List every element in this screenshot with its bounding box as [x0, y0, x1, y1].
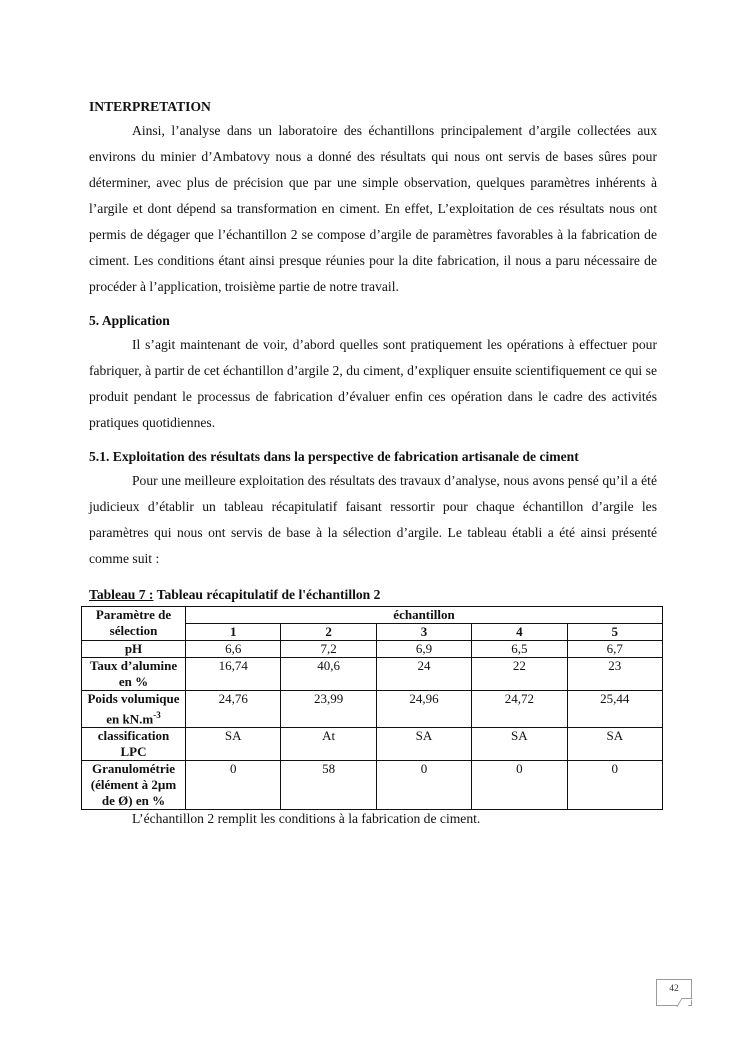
table-cell: 24,72 [472, 691, 567, 728]
table-cell: 24,76 [186, 691, 281, 728]
table-cell: 24,96 [376, 691, 471, 728]
page-number: 42 [656, 979, 692, 1006]
application-heading: 5. Application [89, 313, 170, 328]
table-cell: At [281, 728, 376, 761]
page-content [89, 98, 657, 828]
table-cell: 7,2 [281, 641, 376, 658]
table-row [82, 761, 663, 810]
row-label [82, 691, 186, 728]
table-row [82, 641, 663, 658]
table-caption-label: Tableau 7 : [89, 587, 154, 602]
row-label: pH [82, 641, 186, 658]
interpretation-paragraph: Ainsi, l’analyse dans un laboratoire des échantillons principalement d’argile collectées aux environs du minier d’Ambatovy nous a donné des résultats qui nous ont servis de bases sûres pour déterminer, avec plus de précision que par une simple observation, quelques paramètres inhérents à l’argile et dont dépend sa transformation en ciment. En effet, L’exploitation de ces résultats nous ont permis de dégager que l’échantillon 2 se compose d’argile de paramètres favorables à la fabrication de ciment. Les conditions étant ainsi presque réunies pour la dite fabrication, il nous a paru nécessaire de procéder à l’application, troisième partie de notre travail. [89, 123, 657, 294]
table-caption-text: Tableau récapitulatif de l'échantillon 2 [153, 587, 381, 602]
table-cell: 16,74 [186, 658, 281, 691]
interpretation-heading: INTERPRETATION [89, 99, 211, 114]
sample-header: 4 [472, 624, 567, 641]
sample-header: 2 [281, 624, 376, 641]
table-cell: 0 [376, 761, 471, 810]
table-cell: 58 [281, 761, 376, 810]
exploitation-heading: 5.1. Exploitation des résultats dans la perspective de fabrication artisanale de ciment [89, 449, 579, 464]
param-header-cell: Paramètre de sélection [82, 607, 186, 641]
application-paragraph: Il s’agit maintenant de voir, d’abord quelles sont pratiquement les opérations à effectuer pour fabriquer, à partir de cet échantillon d’argile 2, du ciment, d’expliquer ensuite scientifiquement ce qui se produit pendant le processus de fabrication d’évaluer enfin ces opération dans le cadre des activités pratiques quotidiennes. [89, 337, 657, 430]
table-cell: 6,9 [376, 641, 471, 658]
table-cell: 22 [472, 658, 567, 691]
table-cell: 6,7 [567, 641, 662, 658]
row-label: Taux d’alumine en % [82, 658, 186, 691]
row-label-superscript: -3 [153, 710, 161, 720]
table-cell: 0 [186, 761, 281, 810]
table-row [82, 728, 663, 761]
row-label: Granulométrie (élément à 2µm de Ø) en % [82, 761, 186, 810]
table-cell: SA [472, 728, 567, 761]
table-cell: 0 [567, 761, 662, 810]
group-header-cell: échantillon [186, 607, 663, 624]
table-caption [89, 586, 657, 603]
table-cell: SA [567, 728, 662, 761]
table-cell: 40,6 [281, 658, 376, 691]
conclusion-text: L’échantillon 2 remplit les conditions à la fabrication de ciment. [132, 811, 481, 827]
table-cell: SA [376, 728, 471, 761]
table-cell: 0 [472, 761, 567, 810]
table-cell: 24 [376, 658, 471, 691]
table-cell: 6,6 [186, 641, 281, 658]
exploitation-paragraph: Pour une meilleure exploitation des résultats des travaux d’analyse, nous avons pensé qu’il a été judicieux d’établir un tableau récapitulatif faisant ressortir pour chaque échantillon d’argile les paramètres qui nous ont servis de base à la sélection d’argile. Le tableau établi a été ainsi présenté comme suit : [89, 473, 657, 566]
row-label: classification LPC [82, 728, 186, 761]
table-cell: 25,44 [567, 691, 662, 728]
table-row [82, 658, 663, 691]
table-cell: SA [186, 728, 281, 761]
table-cell: 23 [567, 658, 662, 691]
row-label-main: Poids volumique en kN.m [87, 691, 180, 727]
table-row [82, 691, 663, 728]
summary-table [81, 606, 663, 810]
sample-header: 5 [567, 624, 662, 641]
sample-header: 1 [186, 624, 281, 641]
table-header-row [82, 607, 663, 624]
table-cell: 23,99 [281, 691, 376, 728]
table-cell: 6,5 [472, 641, 567, 658]
sample-header: 3 [376, 624, 471, 641]
